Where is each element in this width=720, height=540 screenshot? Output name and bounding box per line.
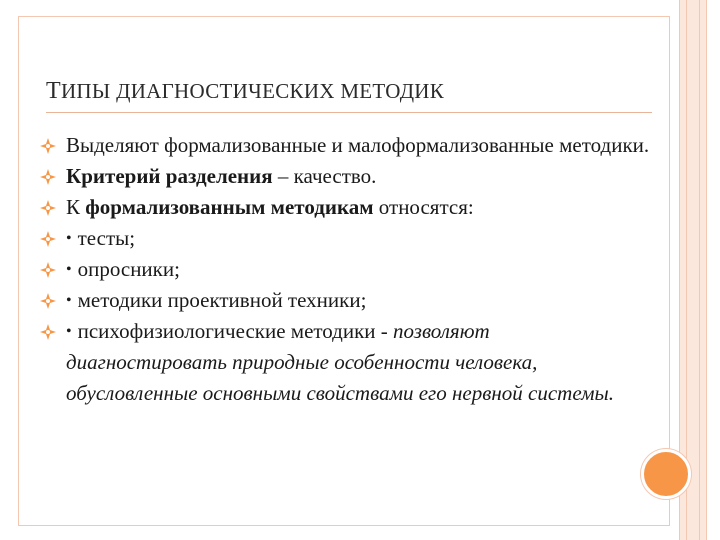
dot-mark: • xyxy=(66,261,72,278)
bullet-text: относятся: xyxy=(373,195,474,219)
dot-mark: • xyxy=(66,292,72,309)
decorative-orange-circle xyxy=(641,449,691,499)
title-initial: Т xyxy=(46,78,61,104)
bullet-text: тесты; xyxy=(77,226,136,250)
bullet-bold: Критерий разделения xyxy=(66,164,273,188)
bullet-text: психофизиологические методики - xyxy=(77,319,388,343)
bullet-prefix: К xyxy=(66,195,86,219)
title-rest: ИПЫ ДИАГНОСТИЧЕСКИХ МЕТОДИК xyxy=(60,79,445,103)
list-item xyxy=(40,130,650,161)
compass-star-icon xyxy=(40,200,56,216)
list-item xyxy=(40,285,650,316)
bullet-italic-text: позволяют диагностировать природные особенности человека, обусловленные основными свойствами его нервной системы. xyxy=(66,319,614,405)
compass-star-icon xyxy=(40,324,56,340)
compass-star-icon xyxy=(40,231,56,247)
bullet-text: Выделяют формализованные и малоформализованные методики. xyxy=(66,133,650,157)
list-item xyxy=(40,161,650,192)
bullet-text: – качество. xyxy=(272,164,377,188)
list-item xyxy=(40,192,650,223)
bullet-text: методики проективной техники; xyxy=(77,288,367,312)
bullet-list xyxy=(40,130,650,409)
dot-mark: • xyxy=(66,230,72,247)
band-line-right xyxy=(699,0,700,540)
list-item xyxy=(40,316,650,409)
bullet-text: опросники; xyxy=(77,257,180,281)
compass-star-icon xyxy=(40,138,56,154)
compass-star-icon xyxy=(40,262,56,278)
list-item xyxy=(40,223,650,254)
compass-star-icon xyxy=(40,169,56,185)
dot-mark: • xyxy=(66,323,72,340)
title-underline xyxy=(46,112,652,113)
list-item xyxy=(40,254,650,285)
bullet-bold: формализованным методикам xyxy=(85,195,374,219)
page-title xyxy=(46,78,444,105)
compass-star-icon xyxy=(40,293,56,309)
